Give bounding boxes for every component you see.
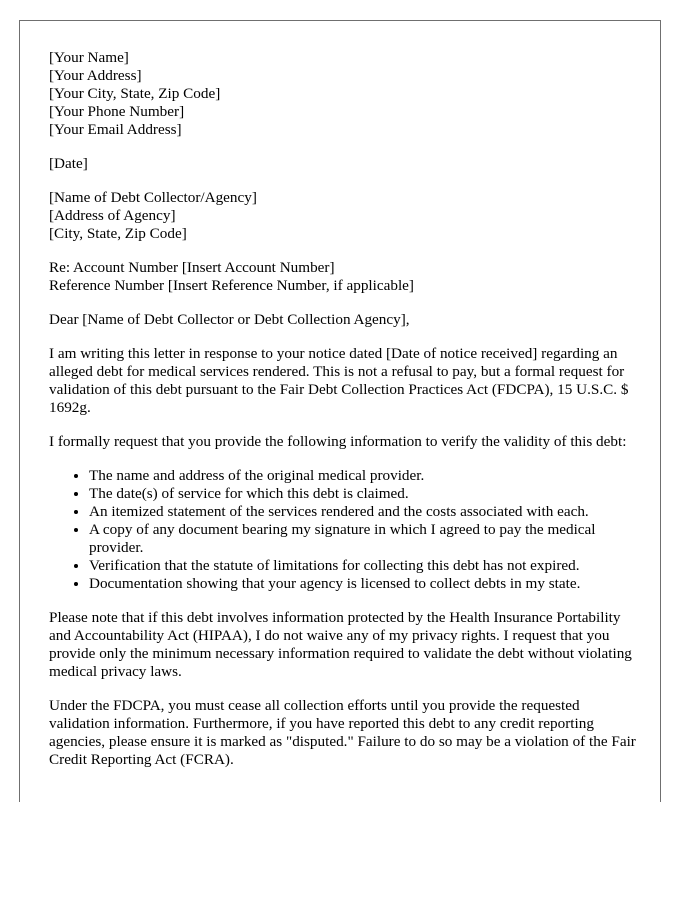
sender-address: [Your Address] <box>49 67 142 84</box>
reference-block <box>49 259 639 295</box>
request-paragraph: I formally request that you provide the following information to verify the validity of this debt: <box>49 433 627 450</box>
sender-email: [Your Email Address] <box>49 121 182 138</box>
reference-number-line: Reference Number [Insert Reference Number, if applicable] <box>49 277 414 294</box>
sender-city-state-zip: [Your City, State, Zip Code] <box>49 85 221 102</box>
recipient-block <box>49 189 639 243</box>
list-item: • A copy of any document bearing my signature in which I agreed to pay the medical provider. <box>89 521 639 557</box>
account-number-line: Re: Account Number [Insert Account Number] <box>49 259 335 276</box>
recipient-name: [Name of Debt Collector/Agency] <box>49 189 257 206</box>
date-block <box>49 155 639 173</box>
sender-block <box>49 49 639 139</box>
letter-date: [Date] <box>49 155 88 172</box>
list-item: • Verification that the statute of limitations for collecting this debt has not expired. <box>89 557 639 575</box>
sender-phone: [Your Phone Number] <box>49 103 185 120</box>
recipient-address: [Address of Agency] <box>49 207 176 224</box>
letter-page <box>19 20 661 802</box>
list-item: • The name and address of the original medical provider. <box>89 467 639 485</box>
list-item: • The date(s) of service for which this debt is claimed. <box>89 485 639 503</box>
requested-items-list <box>49 467 639 593</box>
hipaa-paragraph: Please note that if this debt involves information protected by the Health Insurance Portability and Accountability Act (HIPAA), I do not waive any of my privacy rights. I request that you provide only the minimum necessary information required to validate the debt without violating medical privacy laws. <box>49 609 632 680</box>
sender-name: [Your Name] <box>49 49 129 66</box>
fdcpa-paragraph: Under the FDCPA, you must cease all collection efforts until you provide the requested validation information. Furthermore, if you have reported this debt to any credit reporting agencies, please ensure it is marked as "disputed." Failure to do so may be a violation of the Fair Credit Reporting Act (FCRA). <box>49 697 636 768</box>
salutation: Dear [Name of Debt Collector or Debt Collection Agency], <box>49 311 410 328</box>
recipient-city-state-zip: [City, State, Zip Code] <box>49 225 187 242</box>
list-item: • An itemized statement of the services rendered and the costs associated with each. <box>89 503 639 521</box>
letter-content <box>49 49 639 785</box>
intro-paragraph: I am writing this letter in response to your notice dated [Date of notice received] regarding an alleged debt for medical services rendered. This is not a refusal to pay, but a formal request for validation of this debt pursuant to the Fair Debt Collection Practices Act (FDCPA), 15 U.S.C. $ 1692g. <box>49 345 629 416</box>
list-item: • Documentation showing that your agency is licensed to collect debts in my state. <box>89 575 639 593</box>
